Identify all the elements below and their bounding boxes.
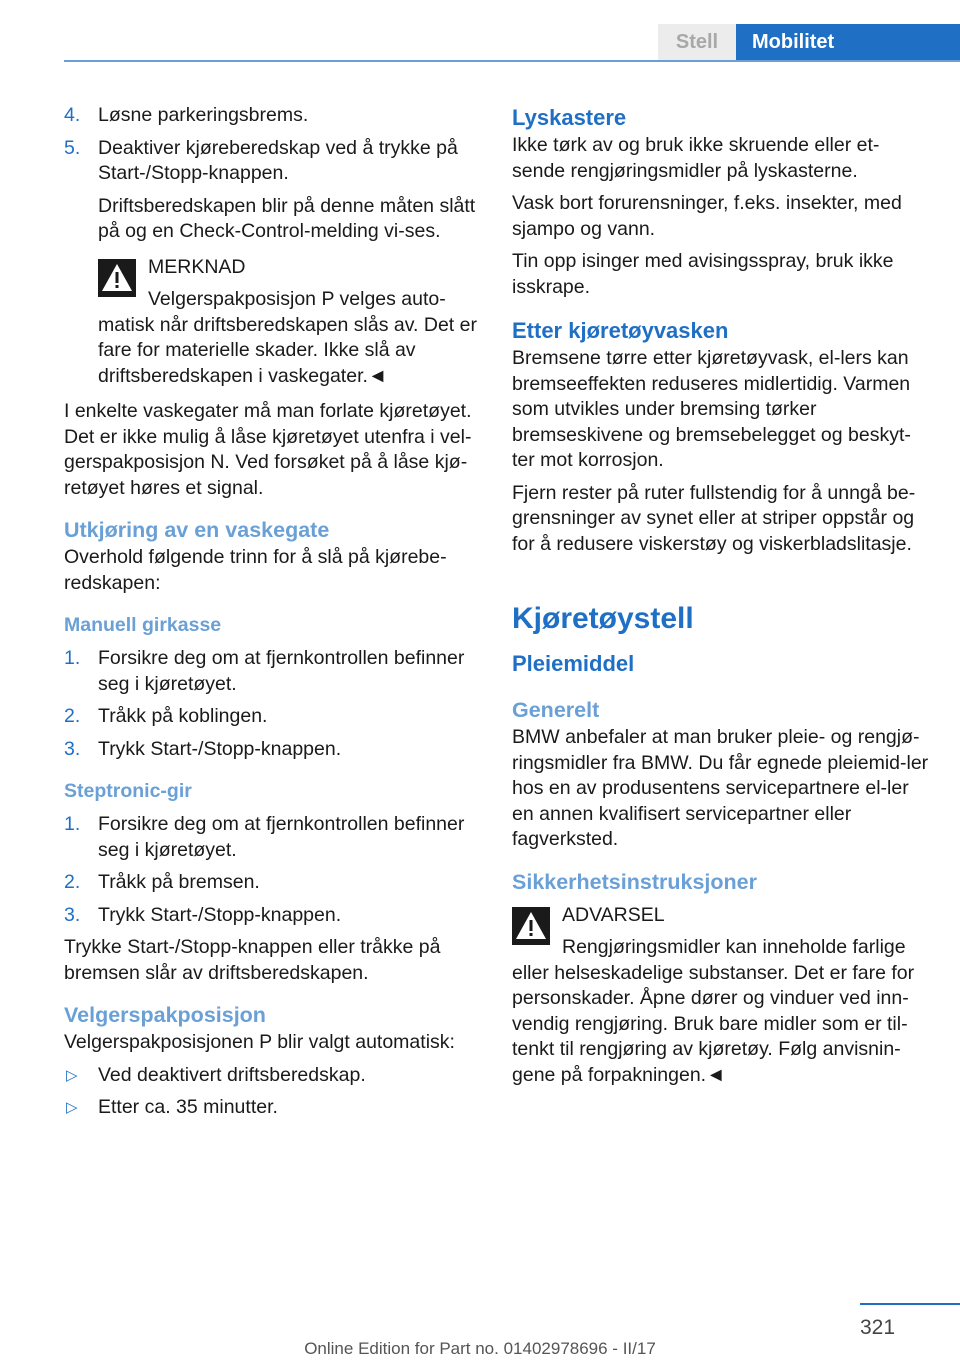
warning-triangle-icon [512,907,550,945]
step-number: 1. [64,813,81,835]
tab-stell[interactable]: Stell [658,24,736,60]
paragraph: Trykke Start-/Stopp-knappen eller tråkke på bremsen slår av driftsberedskapen. [64,936,441,984]
warning-text: eller helseskadelige substanser. Det er fare for personskader. Åpne dører og vinduer ved inn-vendig rengjøring. Bruk bare midler som er til-tenkt til rengjøring av kjøretøy. Følg anvisnin-gene på forpakningen.◄ [512,961,915,1086]
step-number: 2. [64,871,81,893]
step-text: Forsikre deg om at fjernkontrollen befinner seg i kjøretøyet. [98,813,465,861]
warning-line: Rengjøringsmidler kan inneholde farlige [562,936,906,958]
step-text: Forsikre deg om at fjernkontrollen befinner seg i kjøretøyet. [98,647,465,695]
list-item [64,737,482,763]
paragraph: Velgerspakposisjonen P blir valgt automatisk: [64,1031,455,1053]
list-item [64,103,482,129]
bullet-item [64,1095,482,1121]
notice-text: matisk når driftsberedskapen slås av. Det er fare for materielle skader. Ikke slå av driftsberedskapen i vaskegater.◄ [98,313,477,387]
step-text: Trykk Start-/Stopp-knappen. [98,737,342,760]
step-text: Tråkk på bremsen. [98,871,260,893]
heading-manuell: Manuell girkasse [64,614,222,636]
step-text: Løsne parkeringsbrems. [98,104,309,126]
heading-sikkerhetsinstruksjoner: Sikkerhetsinstruksjoner [512,869,757,894]
notice-line: Velgerspakposisjon P velges auto- [148,288,446,310]
heading-kjoretoystell: Kjøretøystell [512,602,694,635]
step-text: Trykk Start-/Stopp-knappen. [98,903,342,926]
step-text: Tråkk på koblingen. [98,705,268,727]
bullet-item [64,1063,482,1089]
step-text: Deaktiver kjøreberedskap ved å trykke på Start-/Stopp-knappen. [98,136,458,184]
notice-box [64,255,482,390]
footer-rule [860,1303,960,1305]
paragraph: BMW anbefaler at man bruker pleie- og rengjø-ringsmidler fra BMW. Du får egnede pleiemid-ler hos en av produsentens servicepartnere el-ler en annen kvalifisert servicepartner eller fagverksted. [512,726,929,850]
paragraph: I enkelte vaskegater må man forlate kjøretøyet. Det er ikke mulig å låse kjøretøyet utenfra i vel-gerspakposisjon N. Ved forsøket på å låse kjø-retøyet høres et signal. [64,400,472,499]
warning-triangle-icon [98,259,136,297]
list-item [64,870,482,896]
header-rule [64,60,960,62]
warning-box [512,903,932,1089]
step-number: 1. [64,647,81,669]
paragraph: Ikke tørk av og bruk ikke skruende eller et-sende rengjøringsmidler på lyskasterne. [512,134,880,182]
list-item [64,136,482,187]
heading-generelt: Generelt [512,698,600,722]
list-item [64,812,482,863]
paragraph: Overhold følgende trinn for å slå på kjørebe-redskapen: [64,546,447,594]
edition-footer: Online Edition for Part no. 01402978696 - II/17 [304,1339,656,1358]
bullet-text: Etter ca. 35 minutter. [98,1096,278,1118]
warning-title: ADVARSEL [562,903,665,926]
tab-mobilitet[interactable]: Mobilitet [736,24,960,60]
list-item [64,646,482,697]
paragraph: Bremsene tørre etter kjøretøyvask, el-lers kan bremseeffekten reduseres midlertidig. Varmen som utvikles under bremsing tørker bremseskivene og bremsebelegget og beskyt-ter mot korrosjon. [512,347,911,471]
notice-title: MERKNAD [148,255,246,278]
heading-lyskastere: Lyskastere [512,105,627,130]
heading-steptronic: Steptronic-gir [64,780,192,802]
bullet-text: Ved deaktivert driftsberedskap. [98,1063,366,1086]
list-item [64,704,482,730]
triangle-bullet-icon: ▷ [66,1066,78,1084]
page-number: 321 [860,1316,896,1339]
heading-etter-kjoretoyvasken: Etter kjøretøyvasken [512,318,729,343]
step-number: 3. [64,903,81,926]
list-item [64,903,482,929]
right-column [512,103,932,1098]
triangle-bullet-icon: ▷ [66,1099,78,1116]
step-number: 4. [64,104,81,126]
left-column [64,103,482,1128]
step-number: 5. [64,136,81,159]
heading-pleiemiddel: Pleiemiddel [512,651,635,676]
step-number: 3. [64,737,81,760]
heading-utkjoring: Utkjøring av en vaskegate [64,518,330,542]
paragraph: Fjern rester på ruter fullstendig for å unngå be-grensninger av synet eller at striper oppstår og for å redusere viskerstøy og viskerbladslitasje. [512,481,916,555]
step-number: 2. [64,705,81,727]
paragraph: Vask bort forurensninger, f.eks. insekter, med sjampo og vann. [512,192,902,240]
heading-velgerspakposisjon: Velgerspakposisjon [64,1003,266,1027]
paragraph: Tin opp isinger med avisingsspray, bruk ikke isskrape. [512,250,894,298]
step-note: Driftsberedskapen blir på denne måten slått på og en Check-Control-melding vi-ses. [98,194,476,242]
